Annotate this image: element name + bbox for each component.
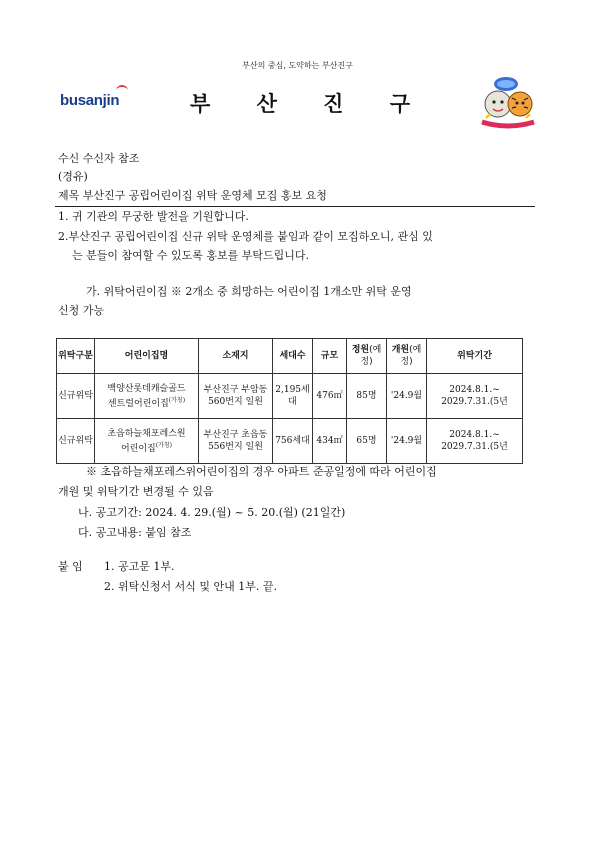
cell-location: 부산진구 초읍동 556번지 일원 (199, 419, 273, 464)
paragraph-2-line-1: 2.부산진구 공립어린이집 신규 위탁 운영체를 붙임과 같이 모집하오니, 관심 있 (58, 230, 433, 243)
cell-name-line-1: 백양산롯데캐슬골드 (107, 383, 186, 394)
header-location: 소재지 (199, 339, 273, 374)
header-capacity (347, 339, 387, 374)
cell-opening: '24.9월 (387, 419, 427, 464)
divider (55, 206, 535, 207)
cell-name-line-1: 초읍하늘채포레스원 (107, 428, 186, 439)
table-row (57, 419, 523, 464)
busanjin-logo (60, 92, 119, 109)
slogan: 부산의 중심, 도약하는 부산진구 (242, 61, 353, 70)
cell-type: 신규위탁 (57, 374, 95, 419)
note-line-2: 개원 및 위탁기간 변경될 수 있음 (58, 485, 214, 498)
cell-period-line-1: 2024.8.1.~ (449, 430, 500, 440)
header-opening-main: 개원 (391, 345, 410, 355)
header-period: 위탁기간 (427, 339, 523, 374)
org-char: 구 (389, 92, 410, 116)
note-line-1: ※ 초읍하늘채포레스위어린이집의 경우 아파트 준공일정에 따라 어린이집 (86, 465, 437, 478)
attachments-label: 붙 임 (58, 560, 83, 573)
header-capacity-note: (예정) (360, 345, 382, 367)
org-char: 산 (256, 92, 277, 116)
cell-period (427, 374, 523, 419)
attachment-item-2: 2. 위탁신청서 서식 및 안내 1부. 끝. (104, 580, 277, 593)
cell-location: 부산진구 부암동 560번지 일원 (199, 374, 273, 419)
cell-name-line-2: 센트럴어린이집 (107, 398, 169, 409)
via: (경유) (58, 170, 88, 183)
logo-text: busanjin (60, 92, 120, 109)
cell-name-line-2: 어린이집 (120, 443, 156, 454)
cell-period (427, 419, 523, 464)
cell-period-line-2: 2029.7.31.(5년 (441, 397, 508, 407)
cell-households: 756세대 (273, 419, 313, 464)
header-opening (387, 339, 427, 374)
header-name: 어린이집명 (95, 339, 199, 374)
header-size: 규모 (313, 339, 347, 374)
cell-households: 2,195세대 (273, 374, 313, 419)
cell-name (95, 374, 199, 419)
header-type: 위탁구분 (57, 339, 95, 374)
cell-period-line-1: 2024.8.1.~ (449, 385, 500, 395)
logo-swoosh-icon (116, 85, 128, 97)
header-capacity-main: 정원 (351, 345, 370, 355)
cell-name (95, 419, 199, 464)
section-ga-line-1: 가. 위탁어린이집 ※ 2개소 중 희망하는 어린이집 1개소만 위탁 운영 (86, 285, 412, 298)
org-char: 부 (190, 92, 211, 116)
attachment-item-1: 1. 공고문 1부. (104, 560, 175, 573)
cell-capacity: 85명 (347, 374, 387, 419)
table-row (57, 374, 523, 419)
recipient: 수신 수신자 참조 (58, 152, 140, 165)
section-da: 다. 공고내용: 붙임 참조 (78, 526, 192, 539)
paragraph-2-line-2: 는 분들이 참여할 수 있도록 홍보를 부탁드립니다. (72, 249, 309, 262)
cell-opening: '24.9월 (387, 374, 427, 419)
section-ga-line-2: 신청 가능 (58, 304, 105, 317)
cell-size: 476㎡ (313, 374, 347, 419)
cell-name-tag: (가칭) (155, 441, 173, 449)
cell-period-line-2: 2029.7.31.(5년 (441, 442, 508, 452)
table-header-row (57, 339, 523, 374)
cell-capacity: 65명 (347, 419, 387, 464)
section-na: 나. 공고기간: 2024. 4. 29.(월) ~ 5. 20.(월) (21일간) (78, 506, 346, 519)
daycare-table (56, 338, 523, 464)
cell-type: 신규위탁 (57, 419, 95, 464)
mascot-emblem-icon (476, 70, 540, 132)
paragraph-1: 1. 귀 기관의 무궁한 발전을 기원합니다. (58, 210, 249, 223)
cell-size: 434㎡ (313, 419, 347, 464)
header-opening-note: (예정) (400, 345, 422, 367)
cell-name-tag: (가칭) (168, 396, 186, 404)
org-char: 진 (323, 92, 344, 116)
header-households: 세대수 (273, 339, 313, 374)
subject: 제목 부산진구 공립어린이집 위탁 운영체 모집 홍보 요청 (58, 189, 327, 202)
org-title (190, 88, 410, 118)
